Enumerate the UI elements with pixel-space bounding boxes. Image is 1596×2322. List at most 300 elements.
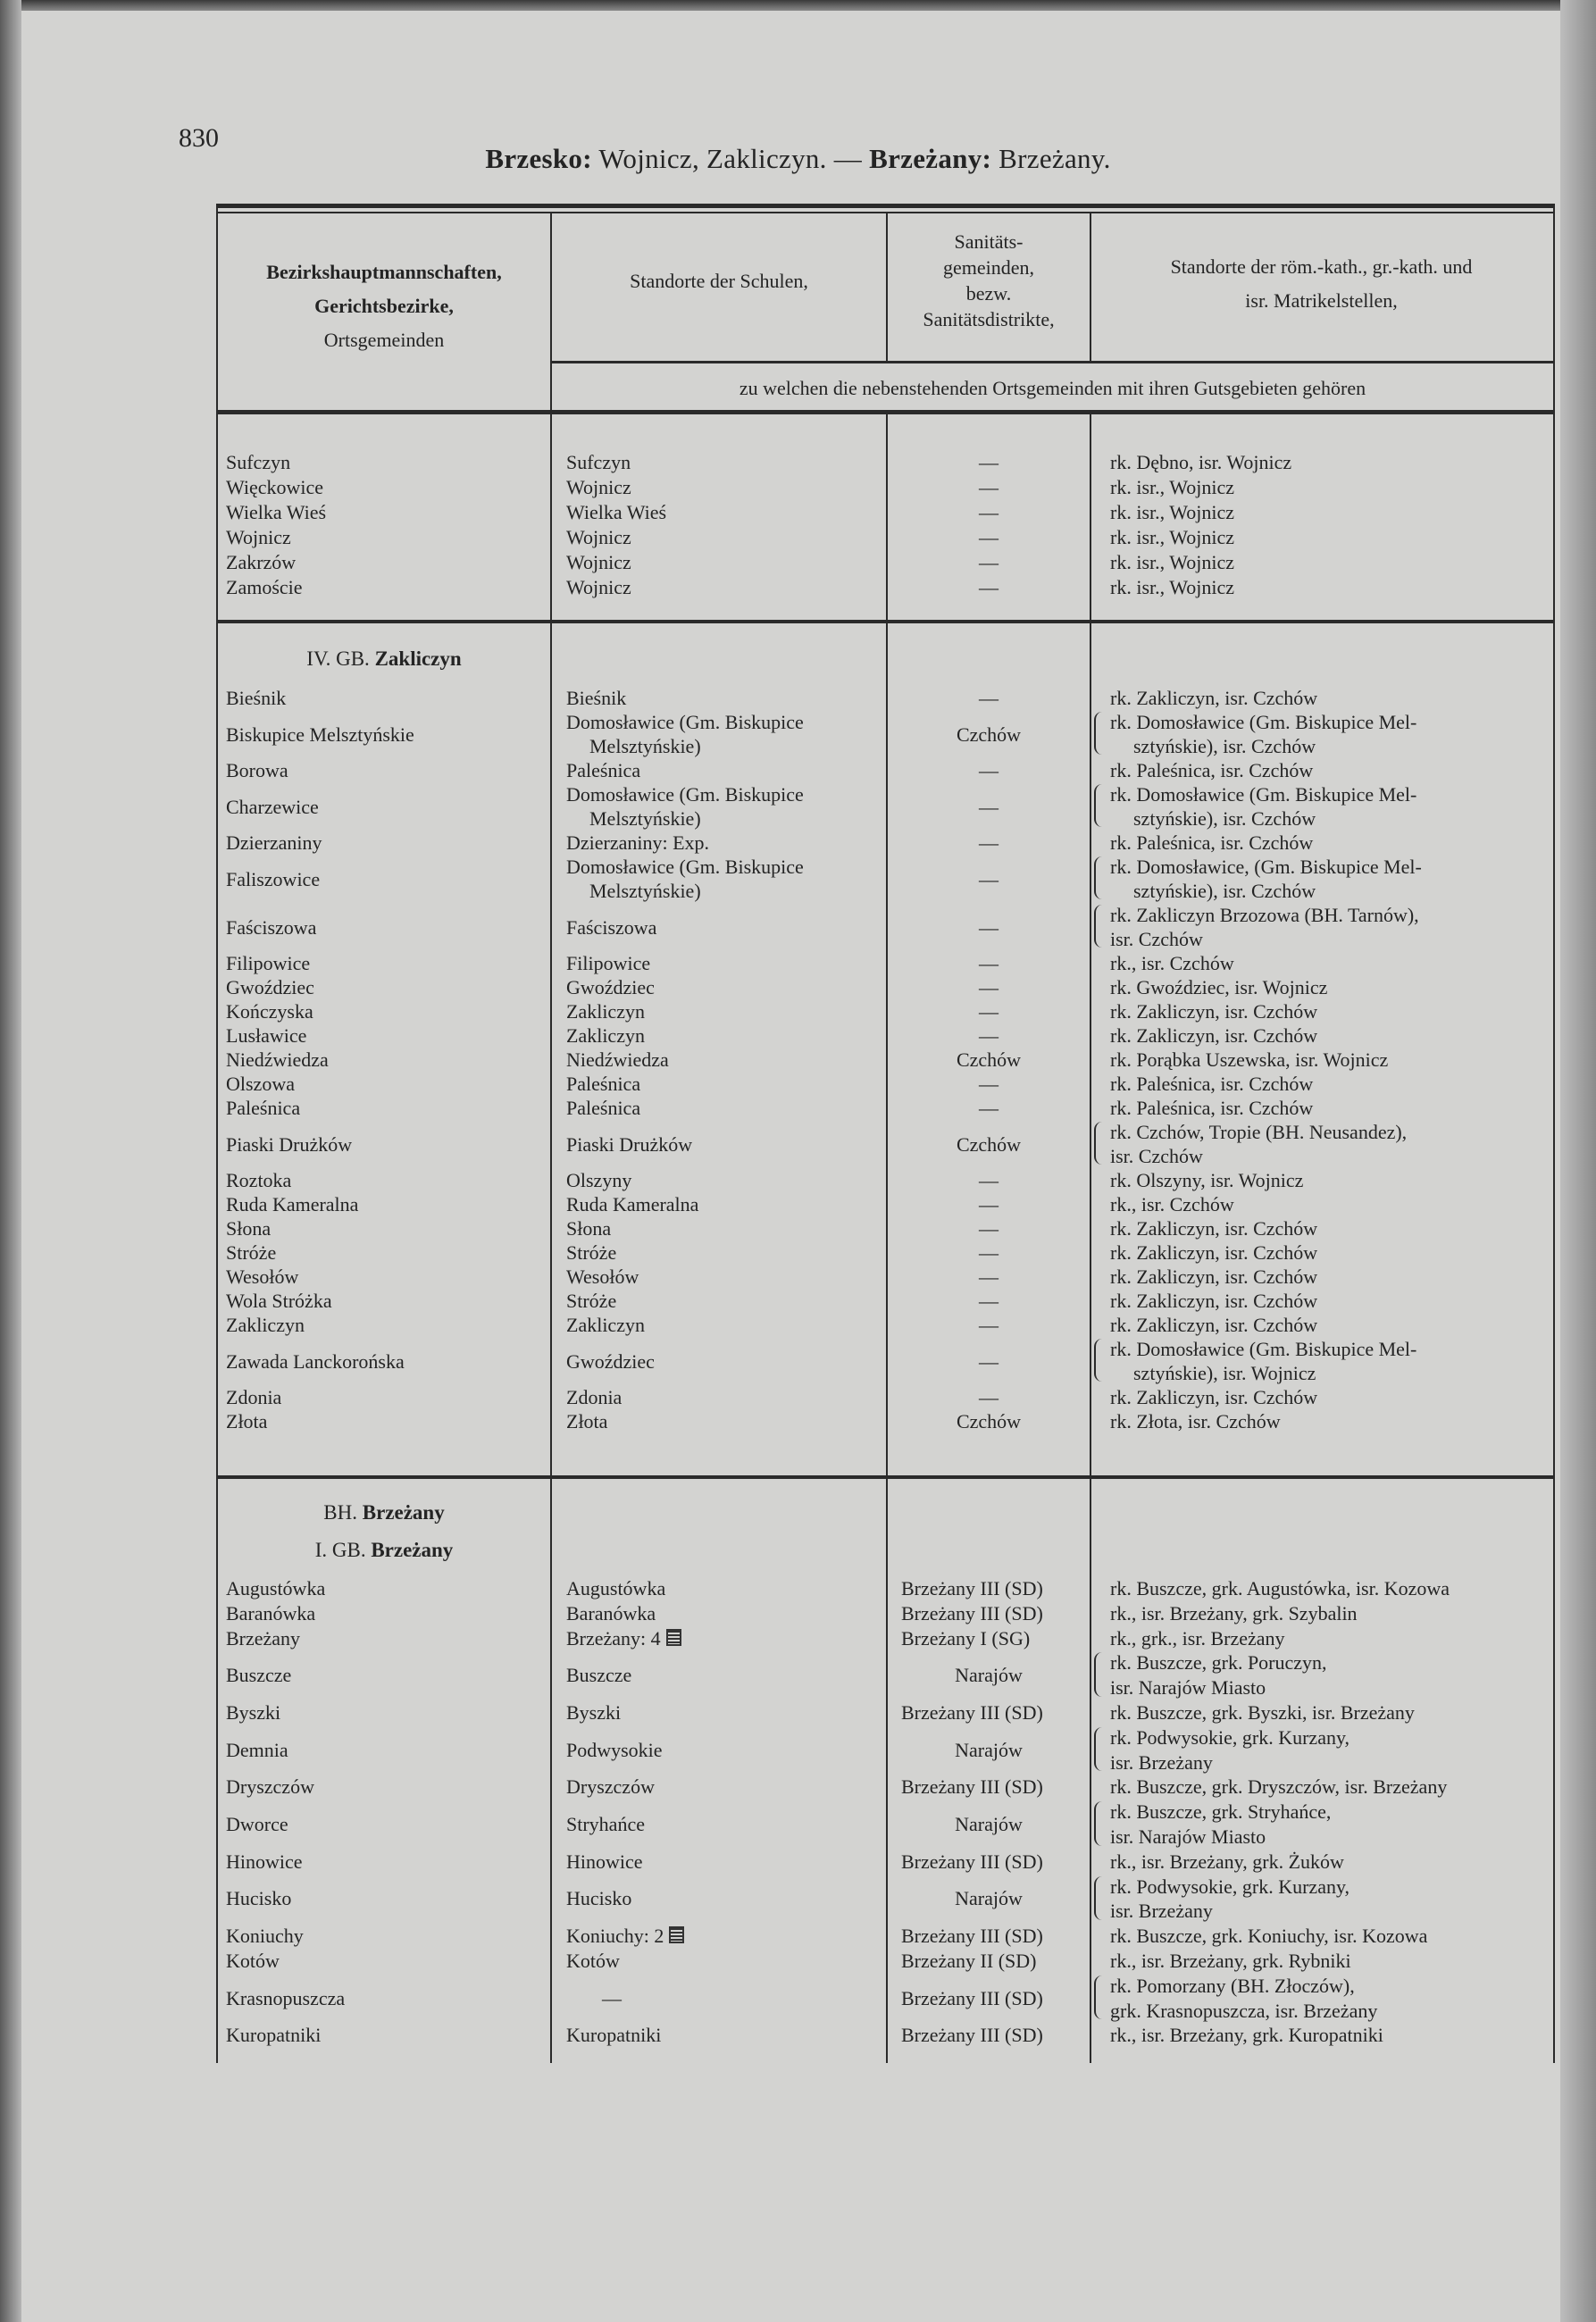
municipality-name: Roztoka — [226, 1169, 292, 1191]
matrikel-line: rk. Buszcze, grk. Poruczyn, — [1110, 1651, 1327, 1675]
matrikel-line: rk. Paleśnica, isr. Czchów — [1110, 759, 1314, 781]
school-location-text: Melsztyńskie) — [589, 880, 701, 902]
matrikel-line: rk. isr., Wojnicz — [1110, 551, 1234, 573]
table-row — [217, 1409, 1552, 1433]
matrikel-line: rk. Olszyny, isr. Wojnicz — [1110, 1169, 1304, 1191]
school-location-text: Stryhańce — [566, 1813, 645, 1836]
table-row — [217, 1023, 1552, 1048]
school-location-line — [566, 1663, 887, 1688]
sanitary-district: Brzeżany I (SG) — [901, 1626, 1031, 1650]
matrikel-line: rk. Gwoździec, isr. Wojnicz — [1110, 976, 1328, 998]
table-row — [217, 475, 1552, 500]
scan-edge-right — [1560, 0, 1596, 2322]
table-row — [217, 903, 1552, 951]
matrikel-line: rk., isr. Brzeżany, grk. Kuropatniki — [1110, 2024, 1383, 2047]
municipality-name: Olszowa — [226, 1073, 295, 1095]
table-row — [217, 450, 1552, 475]
school-location-line — [566, 1385, 887, 1409]
municipality-name: Słona — [226, 1217, 272, 1240]
school-location — [551, 550, 887, 575]
school-location — [551, 831, 887, 855]
sanitary-district: Brzeżany III (SD) — [901, 1700, 1043, 1724]
section-heading-prefix: IV. GB. — [306, 647, 375, 670]
municipality-name: Stróże — [226, 1241, 277, 1264]
school-location — [551, 1650, 887, 1700]
matrikel-locations — [1090, 1700, 1552, 1725]
school-location-line — [566, 1096, 887, 1120]
matrikel-line: rk. Buszcze, grk. Dryszczów, isr. Brzeżany — [1110, 1775, 1448, 1799]
school-location-text: Podwysokie — [566, 1738, 663, 1761]
matrikel-line: rk. Domosławice (Gm. Biskupice Mel- — [1110, 1338, 1417, 1360]
municipality-name: Kotów — [226, 1949, 280, 1972]
school-location-line — [566, 782, 887, 806]
table-row — [217, 1096, 1552, 1120]
title-courts-2: Brzeżany. — [991, 143, 1111, 174]
municipality-name: Wesołów — [226, 1265, 299, 1288]
school-location — [551, 1626, 887, 1651]
sanitary-district: — — [979, 551, 999, 573]
matrikel-locations — [1090, 831, 1552, 855]
school-location — [551, 951, 887, 975]
municipality-name: Zdonia — [226, 1386, 282, 1408]
school-location-text: Słona — [566, 1217, 612, 1240]
sanitary-district: Brzeżany III (SD) — [901, 2024, 1043, 2047]
header-col1 — [217, 255, 551, 357]
matrikel-line: isr. Czchów — [1110, 1145, 1203, 1167]
matrikel-locations — [1090, 686, 1552, 710]
school-location-line — [566, 1168, 887, 1192]
table-row — [217, 1072, 1552, 1096]
table-row — [217, 831, 1552, 855]
matrikel-locations — [1090, 1725, 1552, 1775]
matrikel-line: rk. Paleśnica, isr. Czchów — [1110, 1097, 1314, 1119]
school-location-text: Zakliczyn — [566, 1024, 645, 1047]
matrikel-line: isr. Narajów Miasto — [1110, 1825, 1266, 1848]
table-row — [217, 1337, 1552, 1385]
matrikel-line: isr. Narajów Miasto — [1110, 1676, 1266, 1700]
sanitary-district: — — [979, 1073, 999, 1095]
matrikel-line: rk. Zakliczyn, isr. Czchów — [1110, 1386, 1318, 1408]
school-location-line — [566, 975, 887, 999]
school-location-line — [566, 1072, 887, 1096]
matrikel-locations — [1090, 1576, 1552, 1601]
sanitary-district: — — [979, 1386, 999, 1408]
matrikel-line: rk. Porąbka Uszewska, isr. Wojnicz — [1110, 1048, 1389, 1071]
table-row — [217, 710, 1552, 758]
sanitary-district: — — [979, 952, 999, 974]
school-location-line — [566, 1974, 887, 2024]
school-location-text: Zdonia — [566, 1386, 623, 1408]
sanitary-district: Narajów — [955, 1887, 1023, 1910]
school-location-text: Piaski Drużków — [566, 1132, 693, 1156]
matrikel-line: rk. Złota, isr. Czchów — [1110, 1410, 1281, 1432]
school-location — [551, 1240, 887, 1265]
school-location — [551, 450, 887, 475]
matrikel-locations — [1090, 575, 1552, 600]
school-location — [551, 1875, 887, 1925]
school-location-text: Wojnicz — [566, 576, 631, 598]
matrikel-locations — [1090, 1650, 1552, 1700]
brace-icon — [1094, 1876, 1104, 1921]
municipality-name: Dzierzaniny — [226, 831, 322, 854]
matrikel-locations — [1090, 1337, 1552, 1385]
header-col4-line: Standorte der röm.-kath., gr.-kath. und — [1170, 255, 1473, 278]
school-location-line — [566, 1023, 887, 1048]
school-location — [551, 686, 887, 710]
brace-icon — [1094, 1801, 1104, 1846]
school-location — [551, 855, 887, 903]
matrikel-locations — [1090, 1192, 1552, 1216]
brace-icon — [1094, 1975, 1104, 2020]
school-location-text: Domosławice (Gm. Biskupice — [566, 711, 804, 733]
municipality-name: Filipowice — [226, 952, 311, 974]
school-location-line — [566, 550, 887, 575]
matrikel-line: rk. Paleśnica, isr. Czchów — [1110, 831, 1314, 854]
school-location-text: Sufczyn — [566, 451, 631, 473]
matrikel-locations — [1090, 1385, 1552, 1409]
school-location-text: Stróże — [566, 1241, 617, 1264]
matrikel-line: rk. Buszcze, grk. Stryhańce, — [1110, 1800, 1332, 1824]
sanitary-district: — — [979, 1349, 999, 1373]
brace-icon — [1094, 712, 1104, 755]
school-location — [551, 575, 887, 600]
school-location-text: Melsztyńskie) — [589, 735, 701, 757]
school-location — [551, 1168, 887, 1192]
section-heading — [217, 647, 551, 671]
matrikel-line: rk. Zakliczyn, isr. Czchów — [1110, 1241, 1318, 1264]
matrikel-line: rk., isr. Czchów — [1110, 1193, 1234, 1215]
matrikel-locations — [1090, 903, 1552, 951]
municipality-name: Niedźwiedza — [226, 1048, 329, 1071]
school-location-text: Kotów — [566, 1949, 620, 1972]
table-row — [217, 1120, 1552, 1168]
matrikel-locations — [1090, 450, 1552, 475]
header-col3-line: bezw. — [965, 282, 1012, 305]
school-location-text: Faściszowa — [566, 915, 657, 939]
matrikel-line: rk. Domosławice (Gm. Biskupice Mel- — [1110, 783, 1417, 806]
sanitary-district: — — [979, 476, 999, 498]
table-row — [217, 1048, 1552, 1072]
school-location — [551, 2023, 887, 2048]
matrikel-line: rk. Zakliczyn, isr. Czchów — [1110, 1024, 1318, 1047]
school-location-line — [566, 1626, 887, 1651]
table-top-rule — [217, 204, 1554, 208]
school-location-line — [566, 1240, 887, 1265]
sanitary-district: Brzeżany III (SD) — [901, 1986, 1043, 2009]
school-location-text: — — [602, 1986, 622, 2009]
school-location-text: Zakliczyn — [566, 1000, 645, 1023]
school-location-text: Bieśnik — [566, 687, 627, 709]
sanitary-district: — — [979, 1290, 999, 1312]
municipality-name: Biskupice Melsztyńskie — [226, 722, 414, 746]
school-location — [551, 1192, 887, 1216]
school-location-line — [566, 951, 887, 975]
school-location-line — [566, 1132, 887, 1157]
section-heading-name: Brzeżany — [371, 1539, 454, 1561]
school-location-line — [566, 758, 887, 782]
sanitary-district: Czchów — [956, 1132, 1022, 1156]
sanitary-district: — — [979, 1000, 999, 1023]
matrikel-locations — [1090, 855, 1552, 903]
sanitary-district: — — [979, 526, 999, 548]
table-row — [217, 758, 1552, 782]
sanitary-district: — — [979, 501, 999, 523]
matrikel-line: rk. Podwysokie, grk. Kurzany, — [1110, 1875, 1350, 1898]
school-location-line — [566, 1949, 887, 1974]
matrikel-line: rk. Zakliczyn Brzozowa (BH. Tarnów), — [1110, 904, 1419, 926]
school-location-text: Złota — [566, 1410, 608, 1432]
school-location-text: Domosławice (Gm. Biskupice — [566, 856, 804, 878]
municipality-name: Kończyska — [226, 1000, 313, 1023]
school-location-text: Zakliczyn — [566, 1314, 645, 1336]
school-location-text: Byszki — [566, 1700, 622, 1724]
municipality-name: Hinowice — [226, 1850, 303, 1873]
matrikel-locations — [1090, 1168, 1552, 1192]
school-location — [551, 1023, 887, 1048]
telegraph-symbol-icon — [669, 1926, 684, 1943]
school-location — [551, 975, 887, 999]
school-location — [551, 1974, 887, 2024]
school-location — [551, 999, 887, 1023]
table-row — [217, 1775, 1552, 1800]
table-row — [217, 782, 1552, 831]
matrikel-locations — [1090, 1850, 1552, 1875]
sanitary-district: Brzeżany III (SD) — [901, 1925, 1043, 1948]
table-section — [217, 450, 1552, 600]
matrikel-locations — [1090, 1096, 1552, 1120]
table-row — [217, 1168, 1552, 1192]
school-location-text: Koniuchy: 2 — [566, 1925, 664, 1948]
page-number: 830 — [179, 123, 219, 153]
school-location-text: Brzeżany: 4 — [566, 1626, 661, 1650]
school-location-line — [566, 1850, 887, 1875]
school-location-text: Buszcze — [566, 1664, 632, 1687]
sanitary-district: — — [979, 687, 999, 709]
table-row — [217, 1192, 1552, 1216]
sanitary-district: Narajów — [955, 1664, 1023, 1687]
municipality-name: Augustówka — [226, 1577, 326, 1600]
school-location-text: Kuropatniki — [566, 2024, 662, 2047]
municipality-name: Byszki — [226, 1700, 281, 1724]
school-location-line — [566, 1349, 887, 1374]
matrikel-locations — [1090, 500, 1552, 525]
matrikel-locations — [1090, 1120, 1552, 1168]
table-row — [217, 1265, 1552, 1289]
header-subtitle: zu welchen die nebenstehenden Ortsgemeinden mit ihren Gutsgebieten gehören — [739, 377, 1366, 399]
table-row — [217, 1850, 1552, 1875]
matrikel-line: rk. isr., Wojnicz — [1110, 576, 1234, 598]
school-location-line — [566, 710, 887, 734]
school-location — [551, 1775, 887, 1800]
matrikel-line: rk. Pomorzany (BH. Złoczów), — [1110, 1974, 1355, 1997]
matrikel-locations — [1090, 975, 1552, 999]
school-location-text: Wojnicz — [566, 476, 631, 498]
school-location — [551, 1949, 887, 1974]
matrikel-locations — [1090, 525, 1552, 550]
school-location-line — [566, 1192, 887, 1216]
school-location-line — [566, 999, 887, 1023]
municipality-name: Sufczyn — [226, 451, 291, 473]
school-location — [551, 475, 887, 500]
sanitary-district: — — [979, 795, 999, 818]
matrikel-locations — [1090, 1048, 1552, 1072]
school-location-line — [566, 525, 887, 550]
brace-icon — [1094, 905, 1104, 948]
table-row — [217, 1700, 1552, 1725]
matrikel-locations — [1090, 710, 1552, 758]
matrikel-line: grk. Krasnopuszcza, isr. Brzeżany — [1110, 1999, 1378, 2022]
municipality-name: Bieśnik — [226, 687, 287, 709]
page-title — [0, 143, 1596, 175]
table-row — [217, 1974, 1552, 2024]
table-row — [217, 2023, 1552, 2048]
sanitary-district: Narajów — [955, 1813, 1023, 1836]
matrikel-line: rk., isr. Brzeżany, grk. Żuków — [1110, 1850, 1344, 1873]
table-row — [217, 1576, 1552, 1601]
school-location — [551, 1601, 887, 1626]
municipality-name: Wielka Wieś — [226, 501, 327, 523]
sanitary-district: — — [979, 831, 999, 854]
section-heading-name: Brzeżany — [362, 1501, 445, 1524]
sanitary-district: — — [979, 1097, 999, 1119]
municipality-name: Demnia — [226, 1738, 288, 1761]
school-location-line — [566, 1738, 887, 1763]
municipality-name: Ruda Kameralna — [226, 1193, 359, 1215]
school-location-line — [566, 1048, 887, 1072]
table-section — [217, 686, 1552, 1433]
section-heading — [217, 1539, 551, 1562]
school-location-text: Wojnicz — [566, 551, 631, 573]
matrikel-locations — [1090, 782, 1552, 831]
school-location-text: Niedźwiedza — [566, 1048, 669, 1071]
school-location-text: Paleśnica — [566, 1073, 641, 1095]
municipality-name: Zawada Lanckorońska — [226, 1349, 405, 1373]
matrikel-locations — [1090, 1775, 1552, 1800]
school-location-text: Wojnicz — [566, 526, 631, 548]
school-location-line — [566, 1812, 887, 1837]
brace-icon — [1094, 856, 1104, 899]
matrikel-locations — [1090, 550, 1552, 575]
school-location — [551, 1576, 887, 1601]
header-col1-line: Gerichtsbezirke, — [314, 295, 454, 317]
table-row — [217, 1216, 1552, 1240]
scan-edge-left — [0, 0, 21, 2322]
school-location-line — [566, 806, 887, 831]
matrikel-line: sztyńskie), isr. Czchów — [1133, 735, 1316, 757]
matrikel-line: rk., isr. Brzeżany, grk. Rybniki — [1110, 1949, 1351, 1972]
matrikel-locations — [1090, 1072, 1552, 1096]
matrikel-line: sztyńskie), isr. Wojnicz — [1133, 1362, 1316, 1384]
matrikel-line: isr. Czchów — [1110, 928, 1203, 950]
matrikel-line: rk. Domosławice (Gm. Biskupice Mel- — [1110, 711, 1417, 733]
municipality-name: Faściszowa — [226, 915, 317, 939]
section-heading-prefix: I. GB. — [314, 1539, 372, 1561]
school-location-text: Gwoździec — [566, 1349, 655, 1373]
municipality-name: Piaski Drużków — [226, 1132, 353, 1156]
matrikel-locations — [1090, 758, 1552, 782]
matrikel-line: isr. Brzeżany — [1110, 1900, 1213, 1923]
sanitary-district: — — [979, 759, 999, 781]
school-location-line — [566, 1409, 887, 1433]
municipality-name: Hucisko — [226, 1887, 292, 1910]
matrikel-line: rk. Czchów, Tropie (BH. Neusandez), — [1110, 1121, 1408, 1143]
school-location-text: Paleśnica — [566, 1097, 641, 1119]
matrikel-line: rk. Dębno, isr. Wojnicz — [1110, 451, 1292, 473]
school-location-line — [566, 1924, 887, 1949]
matrikel-locations — [1090, 1313, 1552, 1337]
municipality-name: Krasnopuszcza — [226, 1986, 346, 2009]
school-location-text: Dryszczów — [566, 1775, 655, 1799]
school-location — [551, 1072, 887, 1096]
matrikel-locations — [1090, 1289, 1552, 1313]
school-location-line — [566, 1216, 887, 1240]
sanitary-district: Brzeżany III (SD) — [901, 1601, 1043, 1625]
matrikel-line: rk. Domosławice, (Gm. Biskupice Mel- — [1110, 856, 1422, 878]
school-location — [551, 1725, 887, 1775]
sanitary-district: — — [979, 867, 999, 890]
sanitary-district: Brzeżany II (SD) — [901, 1949, 1037, 1972]
municipality-name: Lusławice — [226, 1024, 307, 1047]
matrikel-locations — [1090, 999, 1552, 1023]
sanitary-district: — — [979, 1169, 999, 1191]
matrikel-line: sztyńskie), isr. Czchów — [1133, 880, 1316, 902]
school-location-text: Olszyny — [566, 1169, 632, 1191]
school-location-line — [566, 1601, 887, 1626]
matrikel-locations — [1090, 475, 1552, 500]
school-location-text: Wesołów — [566, 1265, 639, 1288]
municipality-name: Faliszowice — [226, 867, 321, 890]
matrikel-locations — [1090, 1800, 1552, 1850]
sanitary-district: — — [979, 1314, 999, 1336]
school-location-line — [566, 1700, 887, 1725]
header-col2: Standorte der Schulen, — [630, 270, 808, 292]
table-row — [217, 1949, 1552, 1974]
school-location-text: Baranówka — [566, 1601, 656, 1625]
header-col1-line: Bezirkshauptmannschaften, — [266, 261, 502, 283]
sanitary-district: — — [979, 451, 999, 473]
school-location — [551, 1800, 887, 1850]
table-section — [217, 1576, 1552, 2048]
matrikel-locations — [1090, 1924, 1552, 1949]
school-location-text: Gwoździec — [566, 976, 655, 998]
section-heading-name: Zakliczyn — [374, 647, 462, 670]
matrikel-line: isr. Brzeżany — [1110, 1750, 1213, 1774]
brace-icon — [1094, 1122, 1104, 1165]
telegraph-symbol-icon — [666, 1629, 681, 1646]
municipality-name: Zakliczyn — [226, 1314, 305, 1336]
school-location-line — [566, 831, 887, 855]
school-location-text: Augustówka — [566, 1577, 666, 1600]
school-location-text: Wielka Wieś — [566, 501, 667, 523]
sanitary-district: — — [979, 1241, 999, 1264]
school-location — [551, 1409, 887, 1433]
sanitary-district: Narajów — [955, 1738, 1023, 1761]
header-col1-line: Ortsgemeinden — [323, 329, 445, 351]
school-location — [551, 1924, 887, 1949]
school-location-text: Dzierzaniny: Exp. — [566, 831, 710, 854]
municipality-name: Wojnicz — [226, 526, 291, 548]
school-location-text: Domosławice (Gm. Biskupice — [566, 783, 804, 806]
header-col3 — [887, 229, 1090, 332]
school-location-line — [566, 1265, 887, 1289]
matrikel-line: rk. Zakliczyn, isr. Czchów — [1110, 687, 1318, 709]
header-col4-line: isr. Matrikelstellen, — [1245, 289, 1398, 312]
section-heading — [217, 1501, 551, 1524]
school-location-line — [566, 1313, 887, 1337]
matrikel-line: rk. Zakliczyn, isr. Czchów — [1110, 1314, 1318, 1336]
matrikel-line: sztyńskie), isr. Czchów — [1133, 807, 1316, 830]
matrikel-locations — [1090, 2023, 1552, 2048]
